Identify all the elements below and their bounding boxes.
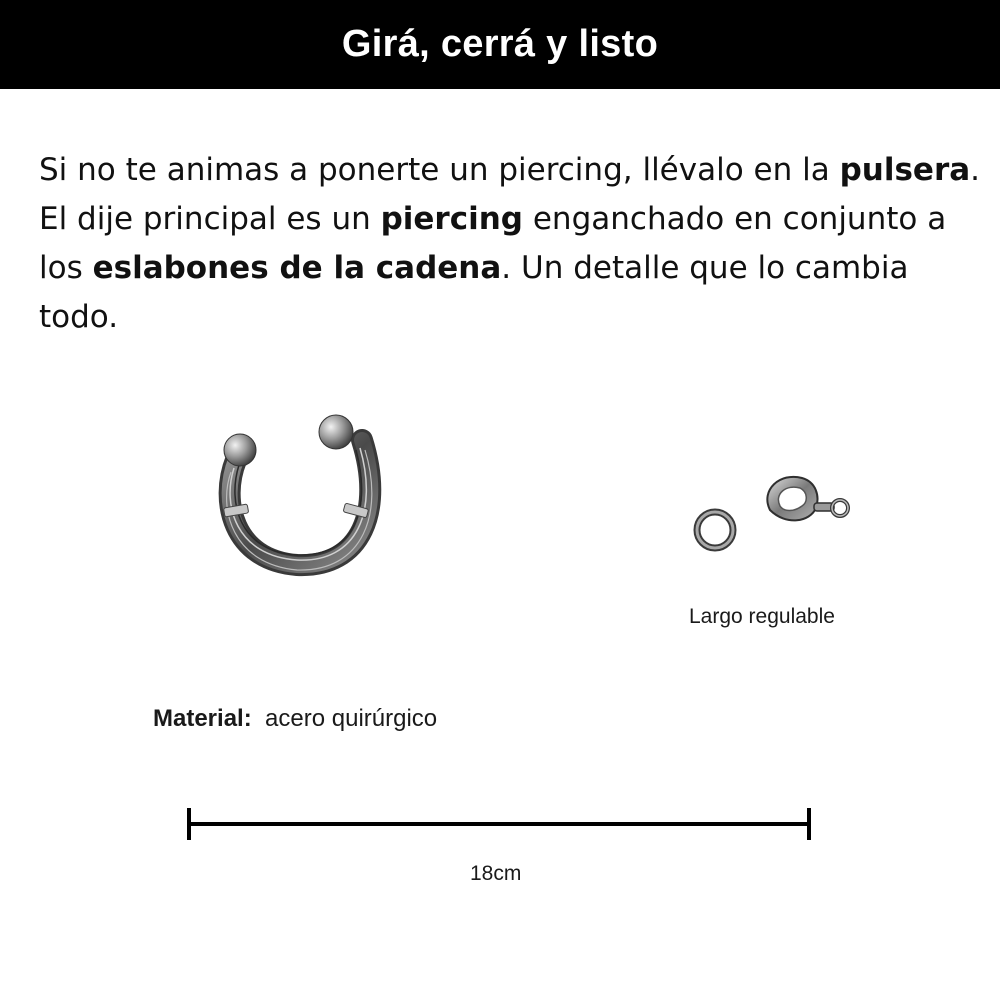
horseshoe-piercing-icon (212, 410, 392, 585)
description-bold-pulsera: pulsera (839, 152, 971, 188)
length-measure-label: 18cm (470, 862, 522, 885)
description-text: . Un detalle que lo cambia todo. (39, 250, 909, 335)
material-row (153, 705, 437, 733)
measure-end-left (187, 808, 191, 840)
description-bold-piercing: piercing (380, 201, 523, 237)
description-bold-eslabones: eslabones de la cadena (92, 250, 502, 286)
description-text: enganchado en conjunto a los (39, 201, 947, 286)
header-bar (0, 0, 1000, 89)
material-label: Material: (153, 705, 252, 732)
description-text: Si no te animas a ponerte un piercing, llévalo en la (39, 152, 840, 188)
product-description (39, 146, 989, 342)
page-title: Girá, cerrá y listo (341, 23, 659, 65)
material-value: acero quirúrgico (265, 705, 438, 732)
measure-end-right (807, 808, 811, 840)
jump-ring-icon (690, 505, 740, 555)
adjustable-length-caption: Largo regulable (689, 605, 835, 628)
length-measure-line (187, 822, 809, 826)
description-text: . El dije principal es un (39, 152, 981, 237)
lobster-clasp-icon (760, 470, 855, 540)
